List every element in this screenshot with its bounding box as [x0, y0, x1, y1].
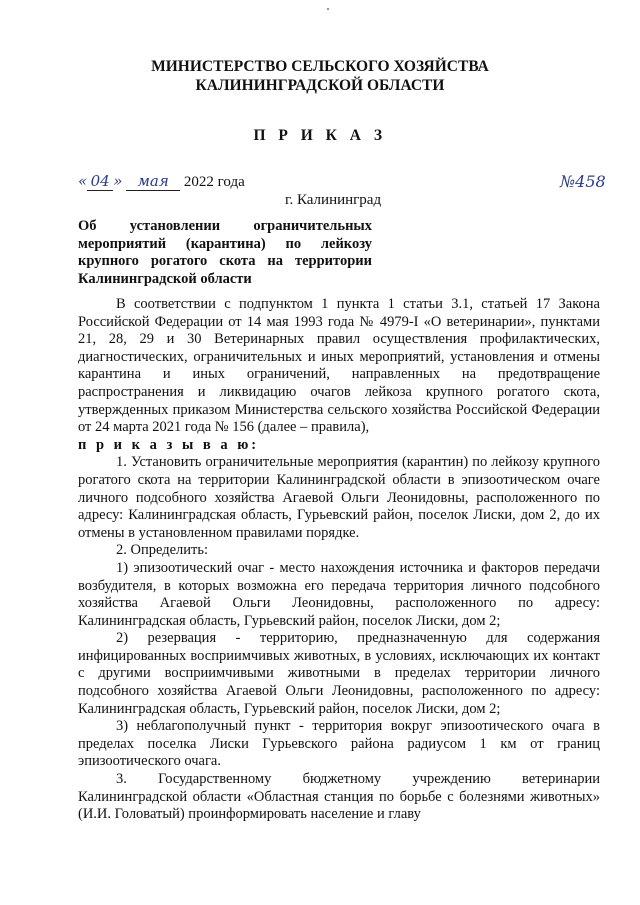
- date-close-quote: »: [113, 172, 123, 190]
- date-year: 2022 года: [183, 174, 245, 190]
- item-3-paragraph: 3. Государственному бюджетному учреждению ветеринарии Калининградской области «Областная станция по борьбе с болезнями животных» (И.И. Головатый) проинформировать население и главу: [78, 771, 600, 823]
- scan-speck: [327, 8, 329, 10]
- order-city: г. Калининград: [285, 192, 382, 208]
- item-2-paragraph: 2. Определить:: [116, 542, 209, 559]
- subject-line-1: Об установлении ограничительных: [78, 218, 372, 234]
- item-2-3-paragraph: 3) неблагополучный пункт - территория вокруг эпизоотического очага в пределах поселка Лиски Гурьевского района радиусом 1 км от границ эпизоотического очага.: [78, 718, 600, 770]
- subject-line-3: крупного рогатого скота на территории: [78, 253, 372, 269]
- order-body: [78, 296, 600, 824]
- date-day: 04: [87, 172, 113, 191]
- order-date: [78, 172, 245, 191]
- ministry-line-1: МИНИСТЕРСТВО СЕЛЬСКОГО ХОЗЯЙСТВА: [151, 58, 489, 75]
- item-2-1-paragraph: 1) эпизоотический очаг - место нахождения источника и факторов передачи возбудителя, в которых возможна его передача территория личного подсобного хозяйства Агаевой Ольги Леонидовны, расположенного по адресу: Калининградская область, Гурьевский район, поселок Лиски, дом 2;: [78, 559, 600, 629]
- ministry-heading: [0, 57, 640, 95]
- subject-line-2: мероприятий (карантина) по лейкозу: [78, 235, 372, 252]
- number-prefix: №: [560, 172, 576, 191]
- date-month: мая: [126, 172, 180, 191]
- item-2-2-paragraph: 2) резервация - территорию, предназначенную для содержания инфицированных восприимчивых животных, в условиях, исключающих их контакт с другими восприимчивыми животными в пределах территории личного подсобного хозяйства Агаевой Ольги Леонидовны, расположенного по адресу: Калининградская область, Гурьевский район, поселок Лиски, дом 2;: [78, 630, 600, 717]
- order-number: [560, 172, 606, 192]
- decree-word: п р и к а з ы в а ю:: [78, 436, 260, 453]
- ministry-line-2: КАЛИНИНГРАДСКОЙ ОБЛАСТИ: [195, 77, 445, 94]
- order-subject: [78, 218, 372, 288]
- item-1-paragraph: 1. Установить ограничительные мероприятия (карантин) по лейкозу крупного рогатого скота на территории Калининградской области в эпизоотическом очаге личного подсобного хозяйства Агаевой Ольги Леонидовны, расположенного по адресу: Калининградская область, Гурьевский район, поселок Лиски, дом 2, до их отмены в установленном правилами порядке.: [78, 454, 600, 541]
- subject-line-4: Калининградской области: [78, 270, 252, 287]
- preamble-paragraph: В соответствии с подпунктом 1 пункта 1 статьи 3.1, статьей 17 Закона Российской Федерации от 14 мая 1993 года № 4979-I «О ветеринарии», пунктами 21, 28, 29 и 30 Ветеринарных правил осуществления профилактических, диагностических, ограничительных и иных мероприятий, установления и отмены карантина и иных ограничений, направленных на предотвращение распространения и ликвидацию очагов лейкоза крупного рогатого скота, утвержденных приказом Министерства сельского хозяйства Российской Федерации от 24 марта 2021 года № 156 (далее – правила),: [78, 296, 600, 436]
- number-value: 458: [575, 172, 606, 191]
- date-open-quote: «: [78, 172, 88, 190]
- order-title: П Р И К А З: [253, 127, 387, 144]
